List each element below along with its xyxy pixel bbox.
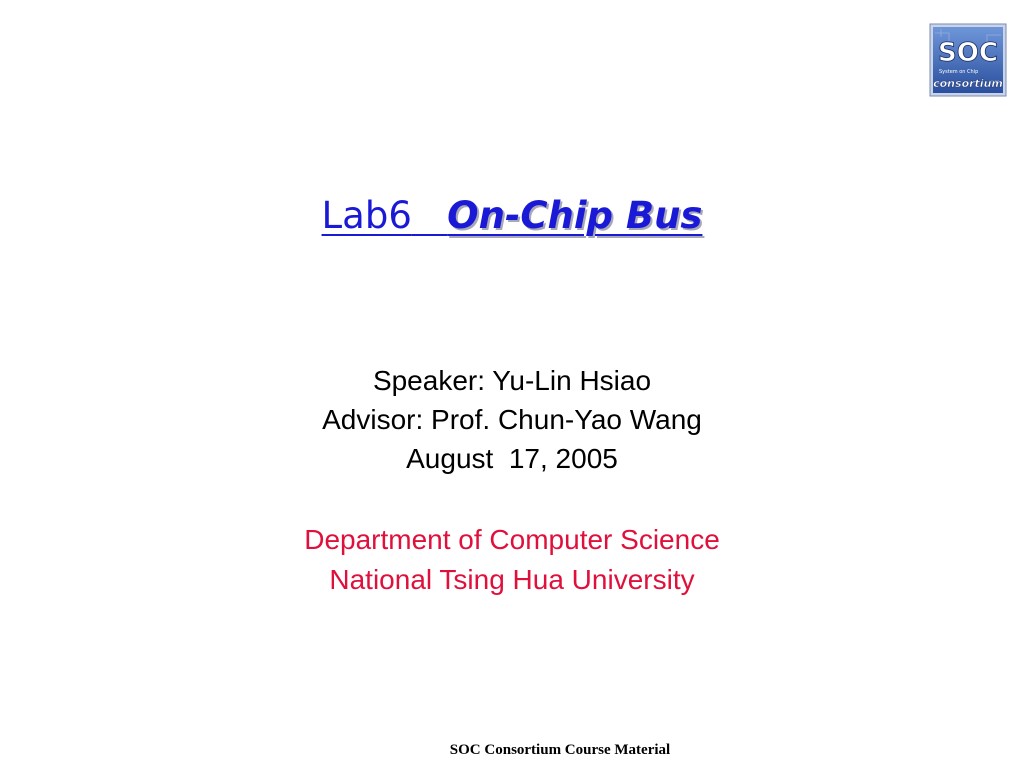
title-main: On-Chip Bus: [447, 194, 703, 237]
logo-consortium-text: consortium: [933, 77, 1003, 90]
title-prefix: Lab6: [321, 194, 412, 237]
university-line: National Tsing Hua University: [329, 564, 695, 595]
date-line: August 17, 2005: [406, 443, 618, 474]
soc-consortium-logo: [929, 23, 1007, 97]
title-gap: [412, 194, 447, 237]
department-line: Department of Computer Science: [304, 524, 720, 555]
logo-soc-text: SOC: [938, 38, 998, 68]
speaker-block: [0, 361, 1024, 478]
soc-logo-graphic: [929, 23, 1007, 97]
affiliation-block: [0, 520, 1024, 600]
advisor-line: Advisor: Prof. Chun-Yao Wang: [322, 404, 702, 435]
logo-small-text: System on Chip: [939, 69, 979, 75]
slide-title: [0, 192, 1024, 240]
footer-text: SOC Consortium Course Material: [449, 742, 671, 758]
speaker-line: Speaker: Yu-Lin Hsiao: [372, 365, 652, 396]
